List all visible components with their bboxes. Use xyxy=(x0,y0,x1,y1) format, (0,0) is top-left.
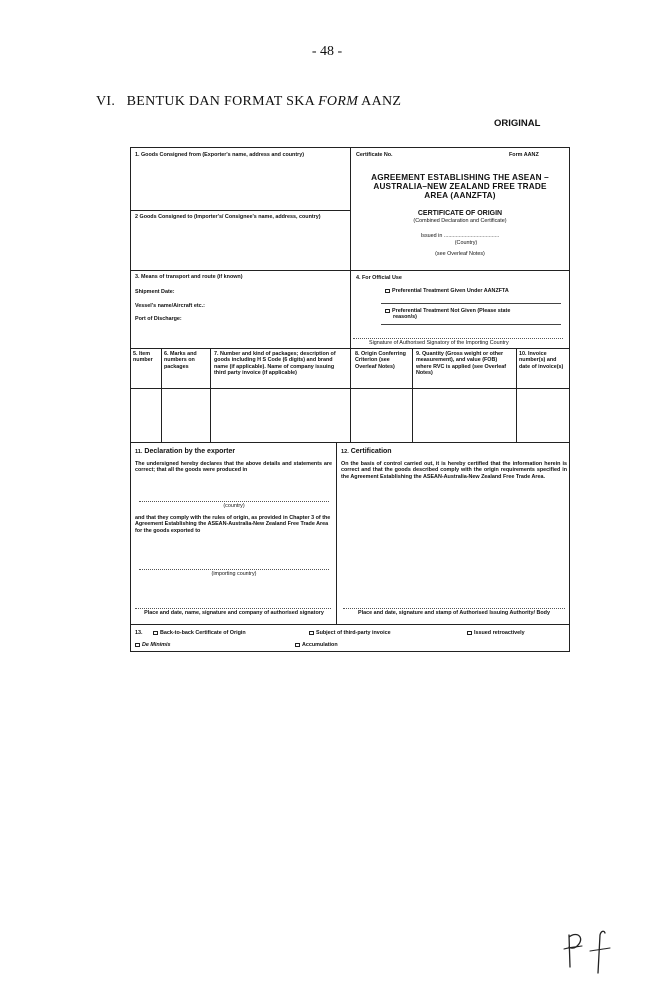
importing-country: (importing country) xyxy=(211,571,257,577)
dotted-line xyxy=(343,608,565,609)
section-suffix: AANZ xyxy=(358,94,402,109)
box12-text: On the basis of control carried out, it is hereby certified that the information herein is correct and that the goods described comply with the origin requirements specified in the Agreement Establishing the ASEAN-Australia-New Zealand Free Trade Area. xyxy=(341,461,567,480)
divider xyxy=(412,348,413,442)
coo-title: CERTIFICATE OF ORIGIN xyxy=(417,210,503,217)
box11-number: 11. xyxy=(135,449,143,455)
pref-not-given-label-1: Preferential Treatment Not Given (Please state xyxy=(392,308,511,314)
checkbox[interactable] xyxy=(467,631,472,635)
accumulation-label: Accumulation xyxy=(302,642,338,648)
sig-authorised-label: Signature of Authorised Signatory of the Importing Country xyxy=(369,340,509,346)
box3-label: 3. Means of transport and route (if known) xyxy=(135,274,243,280)
checkbox[interactable] xyxy=(153,631,158,635)
shipment-date: Shipment Date: xyxy=(135,289,175,295)
page-number: - 48 - xyxy=(311,44,343,59)
divider xyxy=(131,442,569,443)
pref-given-label: Preferential Treatment Given Under AANZFTA xyxy=(392,288,509,294)
checkbox[interactable] xyxy=(385,289,390,293)
section-heading xyxy=(96,94,401,110)
place-date-exporter: Place and date, name, signature and company of authorised signatory xyxy=(144,610,324,616)
divider xyxy=(350,348,351,442)
box1-label: 1. Goods Consigned from (Exporter's name, address and country) xyxy=(135,152,305,158)
third-party-option xyxy=(309,630,391,636)
dotted-line xyxy=(135,608,331,609)
original-label: ORIGINAL xyxy=(494,118,541,129)
checkbox[interactable] xyxy=(295,643,300,647)
box12-number: 12. xyxy=(341,449,349,455)
aanz-form xyxy=(130,147,570,652)
back-to-back-label: Back-to-back Certificate of Origin xyxy=(160,630,246,636)
agreement-title-line1: AGREEMENT ESTABLISHING THE ASEAN – xyxy=(371,173,549,182)
agreement-title-line2: AUSTRALIA–NEW ZEALAND FREE TRADE xyxy=(373,182,547,191)
back-to-back-option xyxy=(153,630,246,636)
col9-header: 9. Quantity (Gross weight or other measurement), and value (FOB) where RVC is applied (see Overleaf Notes) xyxy=(416,351,507,377)
underline xyxy=(381,303,561,304)
box11-title: Declaration by the exporter xyxy=(144,448,236,455)
vessel-name: Vessel's name/Aircraft etc.: xyxy=(135,303,205,309)
box4-label: 4. For Official Use xyxy=(356,275,402,281)
de-minimis-option xyxy=(135,642,170,648)
section-numeral: VI. xyxy=(96,94,116,109)
dotted-line xyxy=(139,501,329,502)
box11-text: The undersigned hereby declares that the above details and statements are correct; that all the goods were produced in xyxy=(135,461,332,474)
country-bracket: (country) xyxy=(223,503,245,509)
retroactive-option xyxy=(467,630,525,636)
certificate-no-label: Certificate No. xyxy=(356,152,393,158)
box13-number: 13. xyxy=(135,630,143,636)
divider xyxy=(161,348,162,442)
col6-header: 6. Marks and numbers on packages xyxy=(164,351,197,370)
handwritten-signature xyxy=(560,925,620,975)
country-paren: (Country) xyxy=(454,240,478,246)
accumulation-option xyxy=(295,642,338,648)
checkbox[interactable] xyxy=(385,309,390,313)
agreement-title-line3: AREA (AANZFTA) xyxy=(424,191,496,200)
box2-label: 2 Goods Consigned to (Importer's/ Consignee's name, address, country) xyxy=(135,214,321,220)
divider xyxy=(131,624,569,625)
divider xyxy=(336,442,337,624)
form-aanz-label: Form AANZ xyxy=(509,152,539,158)
box12-title: Certification xyxy=(350,448,392,455)
third-party-label: Subject of third-party invoice xyxy=(316,630,391,636)
col8-header: 8. Origin Conferring Criterion (see Overleaf Notes) xyxy=(355,351,406,370)
checkbox[interactable] xyxy=(309,631,314,635)
see-overleaf: (see Overleaf Notes) xyxy=(435,251,485,257)
section-prefix: BENTUK DAN FORMAT SKA xyxy=(126,94,319,109)
underline xyxy=(381,324,561,325)
col5-header: 5. Item number xyxy=(133,351,153,364)
issued-in: Issued in ..................................... xyxy=(420,233,500,239)
col7-header: 7. Number and kind of packages; description of goods including H S Code (6 digits) and brand name (if applicable). Name of company issuing third party invoice (if applicable) xyxy=(214,351,336,377)
divider xyxy=(516,348,517,442)
divider xyxy=(131,270,569,271)
section-italic: FORM xyxy=(318,94,359,109)
box11-text2: and that they comply with the rules of origin, as provided in Chapter 3 of the Agreement Establishing the ASEAN-Australia-New Zealand Free Trade Area for the goods exported to xyxy=(135,515,331,534)
dotted-line xyxy=(139,569,329,570)
box11-heading xyxy=(135,448,235,456)
agreement-title xyxy=(351,173,569,200)
retroactive-label: Issued retroactively xyxy=(474,630,525,636)
checkbox[interactable] xyxy=(135,643,140,647)
port-of-discharge: Port of Discharge: xyxy=(135,316,182,322)
pref-not-given-label-2: reason/s) xyxy=(393,314,417,320)
pref-given-option xyxy=(385,288,509,294)
signature-dotted-line xyxy=(353,338,563,339)
divider xyxy=(210,348,211,442)
de-minimis-label: De Minimis xyxy=(142,642,171,648)
place-date-authority: Place and date, signature and stamp of Authorised Issuing Authority/ Body xyxy=(358,610,550,616)
divider xyxy=(131,210,350,211)
col10-header: 10. Invoice number(s) and date of invoice(s) xyxy=(519,351,564,370)
coo-subtitle: (Combined Declaration and Certificate) xyxy=(413,218,507,224)
box12-heading xyxy=(341,448,392,456)
